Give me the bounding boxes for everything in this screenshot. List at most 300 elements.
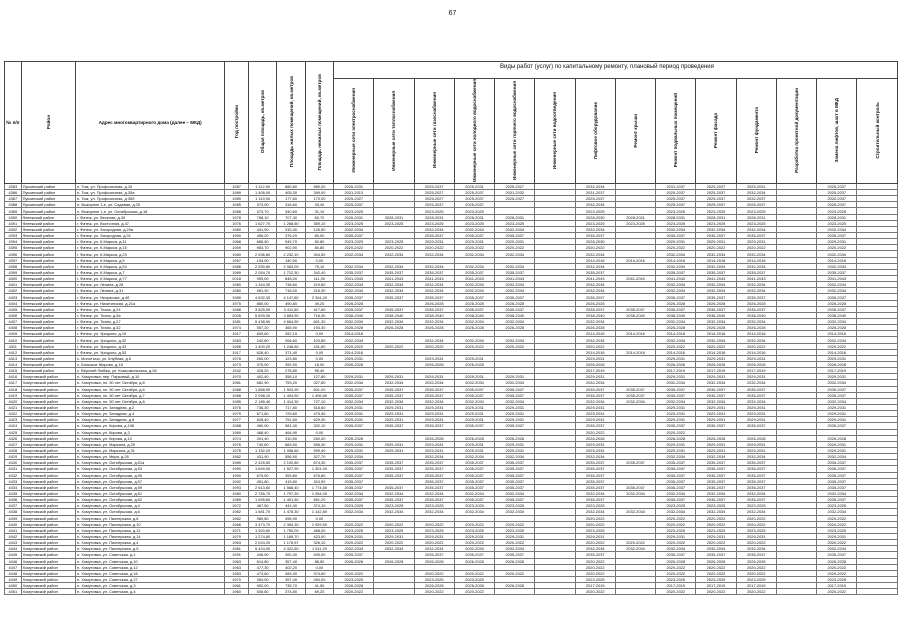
cell-work-period: 2014-2016 xyxy=(615,257,655,263)
cell-work-period: 2020-2022 xyxy=(656,564,696,570)
cell-work-period: 2020-2022 xyxy=(817,540,857,546)
cell-work-period: 2025-2031 xyxy=(736,183,776,189)
cell-work-period: 2020-2022 xyxy=(736,589,776,595)
cell-work-period: 2029-2031 xyxy=(656,417,696,423)
cell-work-period: 2020-2022 xyxy=(656,540,696,546)
cell-address: с. Верхний Любаж, ул. Комсомольская, д.28 xyxy=(76,368,225,374)
cell-work-period: 2035-2037 xyxy=(817,497,857,503)
cell-work-period: 2025-2037 xyxy=(454,196,494,202)
cell-work-period: 2029-2031 xyxy=(454,411,494,417)
cell-work-period: 2038-2040 xyxy=(454,312,494,318)
cell-address: п. Хомутовка, ул. Кирова, д.10 xyxy=(76,435,225,441)
cell-work-period: 2035-2037 xyxy=(454,386,494,392)
cell-work-period: 2029-2031 xyxy=(696,404,736,410)
cell-work-period: 2029-2031 xyxy=(575,417,615,423)
cell-work-period: 2032-2034 xyxy=(454,251,494,257)
cell-district: Фатежский район xyxy=(21,257,75,263)
cell-year: 1963 xyxy=(225,564,249,570)
cell-area-nonliving: 342,40 xyxy=(305,269,333,275)
cell-work-period: 2028-2031 xyxy=(696,214,736,220)
cell-work-period: 2020-2022 xyxy=(656,589,696,595)
cell-address: п. Хомутовка, пер. Парковый, д.10 xyxy=(76,374,225,380)
cell-area-living: 1 268,60 xyxy=(277,220,305,226)
cell-work-period: 2032-2034 xyxy=(575,226,615,232)
cell-work-period: 2025-2037 xyxy=(414,202,454,208)
cell-year: 1989 xyxy=(225,196,249,202)
cell-area-nonliving: 468,00 xyxy=(305,527,333,533)
cell-year: 2018 xyxy=(225,276,249,282)
cell-work-period: 2035-2037 xyxy=(696,233,736,239)
cell-work-period: 2020-2022 xyxy=(454,589,494,595)
cell-work-period: 2023-2025 xyxy=(696,503,736,509)
header-work-2: Инженерные сети газоснабжения xyxy=(414,79,454,184)
table-row xyxy=(5,589,898,595)
cell-year: 1981 xyxy=(225,319,249,325)
cell-area-total: 1 344,30 xyxy=(248,282,276,288)
cell-work-period: 2026-2028 xyxy=(334,435,374,441)
cell-district: Фатежский район xyxy=(21,362,75,368)
cell-address: п. Хомутовка, ул. Советская, д.1 xyxy=(76,552,225,558)
cell-work-period: 2041-2043 xyxy=(696,276,736,282)
cell-work-period: 2020-2022 xyxy=(817,515,857,521)
cell-work-period: 2032-2034 xyxy=(374,251,414,257)
cell-work-period: 2032-2034 xyxy=(656,454,696,460)
cell-work-period: 2038-2040 xyxy=(656,312,696,318)
cell-work-period: 2026-2028 xyxy=(495,583,535,589)
cell-work-period: 2029-2031 xyxy=(696,239,736,245)
cell-area-total: 441,90 xyxy=(248,226,276,232)
cell-work-period: 2035-2037 xyxy=(334,552,374,558)
cell-work-period: 2026-2028 xyxy=(575,362,615,368)
cell-district: Фатежский район xyxy=(21,239,75,245)
cell-work-period: 2035-2037 xyxy=(454,460,494,466)
cell-work-period: 2035-2037 xyxy=(334,497,374,503)
cell-work-period: 2026-2028 xyxy=(656,300,696,306)
cell-work-period: 2035-2037 xyxy=(817,233,857,239)
cell-area-total: 473,60 xyxy=(248,570,276,576)
cell-work-period: 2020-2022 xyxy=(656,343,696,349)
cell-area-living: 392,90 xyxy=(277,362,305,368)
cell-work-period: 2035-2037 xyxy=(414,392,454,398)
cell-work-period: 2031-2013 xyxy=(334,190,374,196)
cell-area-nonliving: 170,00 xyxy=(305,196,333,202)
cell-work-period: 2023-2025 xyxy=(575,527,615,533)
cell-area-living: 1 712,30 xyxy=(277,269,305,275)
cell-work-period: 2035-2037 xyxy=(454,294,494,300)
header-work-1: Инженерные сети теплоснабжения xyxy=(374,79,414,184)
cell-num: 4405 xyxy=(5,306,22,312)
cell-work-period: 2014-2016 xyxy=(656,349,696,355)
cell-work-period: 2025-2037 xyxy=(656,196,696,202)
cell-work-period: 2020-2022 xyxy=(495,521,535,527)
cell-work-period: 2032-2034 xyxy=(495,282,535,288)
cell-work-period: 2029-2031 xyxy=(495,417,535,423)
cell-work-period: 2035-2037 xyxy=(656,552,696,558)
cell-district: Фатежский район xyxy=(21,220,75,226)
cell-area-nonliving: 127,80 xyxy=(305,374,333,380)
cell-work-period: 2023-2025 xyxy=(495,220,535,226)
cell-work-period: 2035-2037 xyxy=(575,233,615,239)
cell-work-period: 2035-2037 xyxy=(575,386,615,392)
cell-work-period: 2032-2034 xyxy=(575,337,615,343)
cell-work-period: 2032-2034 xyxy=(334,546,374,552)
cell-work-period: 2026-2028 xyxy=(656,325,696,331)
cell-year: 1979 xyxy=(225,411,249,417)
cell-work-period: 2032-2034 xyxy=(575,398,615,404)
cell-work-period: 2020-2022 xyxy=(374,343,414,349)
cell-address: п. Хомутовка, пл. 50 лет Октября, д.7 xyxy=(76,392,225,398)
cell-work-period: 2029-2031 xyxy=(374,447,414,453)
cell-area-living: 707,30 xyxy=(277,214,305,220)
cell-work-period: 2029-2031 xyxy=(454,374,494,380)
cell-work-period: 2032-2034 xyxy=(696,490,736,496)
cell-area-living: 581,40 xyxy=(277,423,305,429)
cell-work-period: 2017-2019 xyxy=(656,368,696,374)
cell-work-period: 2035-2037 xyxy=(736,233,776,239)
cell-district: Хомутовский район xyxy=(21,589,75,595)
cell-work-period: 2023-2025 xyxy=(454,576,494,582)
cell-district: Хомутовский район xyxy=(21,527,75,533)
cell-year: 1971 xyxy=(225,527,249,533)
cell-num: 4451 xyxy=(5,589,22,595)
cell-work-period: 2032-2034 xyxy=(656,380,696,386)
cell-district: Хомутовский район xyxy=(21,583,75,589)
cell-work-period: 2026-2028 xyxy=(495,325,535,331)
cell-district: Фатежский район xyxy=(21,226,75,232)
cell-district: Фатежский район xyxy=(21,276,75,282)
cell-num: 4420 xyxy=(5,398,22,404)
cell-work-period: 2032-2034 xyxy=(334,226,374,232)
cell-area-living: 177,60 xyxy=(277,196,305,202)
cell-work-period: 2032-2034 xyxy=(696,398,736,404)
cell-work-period: 2023-2025 xyxy=(696,220,736,226)
cell-year: 1963 xyxy=(225,558,249,564)
cell-work-period: 2023-2025 xyxy=(414,208,454,214)
cell-area-nonliving: 475,30 xyxy=(305,411,333,417)
cell-area-total: 460,00 xyxy=(248,423,276,429)
cell-work-period: 2025-2037 xyxy=(696,190,736,196)
cell-work-period: 2029-2031 xyxy=(495,533,535,539)
cell-work-period: 2017-2019 xyxy=(656,583,696,589)
cell-district: Фатежский район xyxy=(21,331,75,337)
cell-year: 1989 xyxy=(225,497,249,503)
cell-work-period: 2028-2031 xyxy=(454,214,494,220)
cell-num: 4392 xyxy=(5,226,22,232)
cell-area-living: 1 176,57 xyxy=(277,540,305,546)
cell-work-period: 2032-2034 xyxy=(414,490,454,496)
cell-work-period: 2035-2037 xyxy=(374,386,414,392)
cell-work-period: 2038-2040 xyxy=(736,312,776,318)
cell-work-period: 2029-2031 xyxy=(374,533,414,539)
cell-work-period: 2025-2037 xyxy=(334,202,374,208)
cell-work-period: 2032-2034 xyxy=(736,380,776,386)
cell-work-period: 2029-2031 xyxy=(414,239,454,245)
cell-work-period: 2026-2028 xyxy=(414,558,454,564)
cell-work-period: 2029-2031 xyxy=(454,404,494,410)
cell-work-period: 2032-2034 xyxy=(615,546,655,552)
cell-work-period: 2029-2031 xyxy=(817,355,857,361)
cell-district: Хомутовский район xyxy=(21,435,75,441)
cell-work-period: 2035-2037 xyxy=(736,306,776,312)
cell-work-period: 2020-2022 xyxy=(454,540,494,546)
cell-work-period: 2020-2022 xyxy=(817,570,857,576)
cell-year: 1973 xyxy=(225,362,249,368)
cell-num: 4449 xyxy=(5,576,22,582)
cell-year: 1976 xyxy=(225,404,249,410)
cell-work-period: 2035-2037 xyxy=(656,466,696,472)
cell-area-living: 3 411,50 xyxy=(277,306,305,312)
header-year: Год постройки xyxy=(225,62,249,184)
cell-area-total: 682,90 xyxy=(248,380,276,386)
cell-work-period: 2035-2037 xyxy=(495,497,535,503)
cell-work-period: 2029-2031 xyxy=(696,447,736,453)
cell-district: Хомутовский район xyxy=(21,380,75,386)
cell-work-period: 2032-2034 xyxy=(656,490,696,496)
cell-work-period: 2014-2016 xyxy=(817,349,857,355)
cell-work-period: 2035-2037 xyxy=(454,392,494,398)
cell-area-living: 310,50 xyxy=(277,435,305,441)
cell-year: 1982 xyxy=(225,509,249,515)
cell-address: г. Фатеж, ул. Тихая, д.5а xyxy=(76,312,225,318)
cell-work-period: 2020-2022 xyxy=(736,515,776,521)
cell-work-period: 2032-2034 xyxy=(656,319,696,325)
cell-area-total: 451,80 xyxy=(248,478,276,484)
cell-work-period: 2014-2016 xyxy=(817,257,857,263)
cell-work-period: 2032-2037 xyxy=(736,196,776,202)
cell-area-nonliving: 327,80 xyxy=(305,380,333,386)
cell-address: п. Хомутовка, ул. Советская, д.12 xyxy=(76,564,225,570)
cell-work-period: 2029-2031 xyxy=(454,447,494,453)
cell-num: 4391 xyxy=(5,220,22,226)
cell-area-total: 2 765,70 xyxy=(248,490,276,496)
cell-work-period: 2025-2037 xyxy=(817,190,857,196)
cell-work-period: 2035-2037 xyxy=(495,472,535,478)
cell-year: 1960 xyxy=(225,251,249,257)
cell-district: Хомутовский район xyxy=(21,404,75,410)
cell-address: п. Хомутовка, ул. Советская, д.3 xyxy=(76,583,225,589)
cell-work-period: 2029-2031 xyxy=(575,441,615,447)
cell-work-period: 2032-2034 xyxy=(334,454,374,460)
cell-work-period: 2032-2034 xyxy=(414,288,454,294)
cell-work-period: 2017-2019 xyxy=(736,368,776,374)
cell-work-period: 2023-2025 xyxy=(656,220,696,226)
cell-work-period: 2023-2025 xyxy=(656,208,696,214)
cell-area-nonliving: 215,30 xyxy=(305,288,333,294)
cell-year: 1974 xyxy=(225,325,249,331)
cell-work-period: 2028-2031 xyxy=(495,214,535,220)
cell-work-period: 2020-2022 xyxy=(736,245,776,251)
cell-work-period: 2020-2022 xyxy=(374,540,414,546)
cell-work-period: 2032-2034 xyxy=(414,319,454,325)
cell-num: 4407 xyxy=(5,319,22,325)
cell-work-period: 2020-2022 xyxy=(696,515,736,521)
cell-work-period: 2032-2034 xyxy=(414,546,454,552)
cell-work-period: 2020-2022 xyxy=(454,245,494,251)
cell-area-total: 402,40 xyxy=(248,374,276,380)
cell-work-period: 2035-2037 xyxy=(575,478,615,484)
cell-work-period: 2038-2040 xyxy=(374,312,414,318)
cell-work-period: 2026-2028 xyxy=(656,435,696,441)
cell-area-total: 1 681,70 xyxy=(248,509,276,515)
cell-work-period: 2020-2022 xyxy=(495,343,535,349)
cell-work-period: 2029-2031 xyxy=(736,404,776,410)
cell-area-total: 467,50 xyxy=(248,503,276,509)
cell-area-total: 391,40 xyxy=(248,435,276,441)
cell-address: п. Тиж, ул. Профсоюзная, д.35а xyxy=(76,190,225,196)
cell-work-period: 2029-2031 xyxy=(736,447,776,453)
cell-work-period: 2020-2022 xyxy=(696,564,736,570)
cell-work-period: 2026-2028 xyxy=(736,558,776,564)
cell-area-living: 358,10 xyxy=(277,374,305,380)
cell-area-nonliving: 599,40 xyxy=(305,447,333,453)
cell-work-period: 2026-2028 xyxy=(817,300,857,306)
cell-area-total: 981,30 xyxy=(248,288,276,294)
cell-work-period: 2029-2031 xyxy=(414,417,454,423)
cell-num: 4395 xyxy=(5,245,22,251)
cell-num: 4426 xyxy=(5,435,22,441)
cell-work-period: 2020-2022 xyxy=(334,540,374,546)
cell-num: 4439 xyxy=(5,515,22,521)
cell-work-period: 2032-2034 xyxy=(817,288,857,294)
cell-area-total: 468,40 xyxy=(248,429,276,435)
cell-num: 4418 xyxy=(5,386,22,392)
cell-year: 1980 xyxy=(225,288,249,294)
cell-work-period: 2035-2037 xyxy=(736,552,776,558)
cell-work-period: 2035-2037 xyxy=(656,472,696,478)
cell-work-period: 2032-2034 xyxy=(414,282,454,288)
cell-work-period: 2035-2037 xyxy=(454,269,494,275)
cell-work-period: 2035-2037 xyxy=(817,392,857,398)
cell-num: 4424 xyxy=(5,423,22,429)
cell-work-period: 2038-2040 xyxy=(414,312,454,318)
cell-area-living: 1 503,90 xyxy=(277,386,305,392)
cell-work-period: 2014-2016 xyxy=(736,349,776,355)
cell-work-period: 2035-2037 xyxy=(615,484,655,490)
cell-work-period: 2020-2022 xyxy=(575,558,615,564)
cell-work-period: 2035-2037 xyxy=(656,233,696,239)
cell-address: г. Фатеж, ул. Никитинская, д.21а xyxy=(76,300,225,306)
cell-address: п. Хомутовка, ул. Пионерская, д.8 xyxy=(76,515,225,521)
cell-area-living: 549,70 xyxy=(277,239,305,245)
cell-work-period: 2035-2037 xyxy=(374,392,414,398)
cell-work-period: 2029-2031 xyxy=(696,533,736,539)
cell-work-period: 2032-2034 xyxy=(414,251,454,257)
cell-area-living: 751,60 xyxy=(277,417,305,423)
cell-work-period: 2035-2037 xyxy=(495,386,535,392)
cell-area-total: 2 024,20 xyxy=(248,540,276,546)
cell-district: Хомутовский район xyxy=(21,466,75,472)
cell-work-period: 2026-2028 xyxy=(334,325,374,331)
cell-area-living: 753,20 xyxy=(277,380,305,386)
cell-area-living: 206,60 xyxy=(277,337,305,343)
cell-work-period: 2032-2034 xyxy=(495,226,535,232)
cell-work-period: 2035-2037 xyxy=(736,472,776,478)
cell-area-total: 260,00 xyxy=(248,355,276,361)
cell-address: п. Тиж, ул. Профсоюзная, д.35б xyxy=(76,196,225,202)
cell-work-period: 2020-2022 xyxy=(736,564,776,570)
cell-work-period: 2032-2034 xyxy=(656,263,696,269)
cell-work-period: 2035-2037 xyxy=(615,306,655,312)
cell-year: 1986 xyxy=(225,263,249,269)
cell-work-period: 2025-2037 xyxy=(736,202,776,208)
cell-work-period: 2035-2037 xyxy=(817,552,857,558)
cell-num: 4401 xyxy=(5,282,22,288)
cell-area-living: 490,80 xyxy=(277,300,305,306)
cell-work-period: 2023-2025 xyxy=(817,220,857,226)
cell-work-period: 2035-2037 xyxy=(656,460,696,466)
cell-address: п. Хомутовка, ул. Марьяна, д.31 xyxy=(76,447,225,453)
header-work-10: Ремонт фундамента xyxy=(736,79,776,184)
cell-area-nonliving: 0,00 xyxy=(305,349,333,355)
cell-area-nonliving: 80,00 xyxy=(305,233,333,239)
cell-num: 4429 xyxy=(5,454,22,460)
cell-district: Фатежский район xyxy=(21,300,75,306)
cell-num: 4427 xyxy=(5,441,22,447)
cell-year: 1985 xyxy=(225,398,249,404)
cell-work-period: 2026-2028 xyxy=(575,325,615,331)
cell-work-period: 2032-2034 xyxy=(454,490,494,496)
cell-address: г. Фатеж, ул. К.Маркса, д.15 xyxy=(76,245,225,251)
cell-work-period: 2025-2037 xyxy=(696,196,736,202)
cell-year: 1975 xyxy=(225,300,249,306)
cell-area-nonliving: 284,00 xyxy=(305,576,333,582)
cell-work-period: 2035-2037 xyxy=(374,466,414,472)
cell-work-period: 2032-2034 xyxy=(817,263,857,269)
cell-work-period: 2032-2034 xyxy=(656,546,696,552)
cell-district: Хомутовский район xyxy=(21,497,75,503)
cell-area-nonliving: 103,80 xyxy=(305,337,333,343)
cell-num: 4417 xyxy=(5,380,22,386)
cell-district: Хомутовский район xyxy=(21,533,75,539)
cell-work-period: 2029-2031 xyxy=(334,374,374,380)
cell-num: 4421 xyxy=(5,404,22,410)
cell-work-period: 2032-2034 xyxy=(495,251,535,257)
cell-work-period: 2035-2037 xyxy=(454,472,494,478)
cell-num: 4423 xyxy=(5,417,22,423)
cell-year: 1977 xyxy=(225,417,249,423)
cell-work-period: 2023-2025 xyxy=(656,527,696,533)
cell-num: 4442 xyxy=(5,533,22,539)
cell-area-nonliving: 718,30 xyxy=(305,312,333,318)
cell-area-total: 2 536,60 xyxy=(248,251,276,257)
cell-area-total: 1 858,50 xyxy=(248,386,276,392)
cell-area-total: 1 406,00 xyxy=(248,190,276,196)
cell-address: п. Хомутовка, ул. Пионерская, д.12 xyxy=(76,527,225,533)
cell-district: Фатежский район xyxy=(21,294,75,300)
cell-area-living: 459,30 xyxy=(277,570,305,576)
cell-num: 4400 xyxy=(5,276,22,282)
cell-work-period: 2035-2037 xyxy=(736,423,776,429)
cell-work-period: 2020-2022 xyxy=(575,343,615,349)
cell-work-period: 2035-2037 xyxy=(575,552,615,558)
cell-work-period: 2029-2031 xyxy=(374,404,414,410)
cell-area-nonliving: 0,00 xyxy=(305,331,333,337)
cell-address: п. Хомутовка, пл. 50 лет Октября, д.6 xyxy=(76,386,225,392)
cell-work-period: 2035-2037 xyxy=(334,233,374,239)
cell-area-living: 262,15 xyxy=(277,331,305,337)
cell-work-period: 2035-2037 xyxy=(414,306,454,312)
cell-work-period: 2014-2016 xyxy=(696,257,736,263)
cell-work-period: 2023-2025 xyxy=(575,576,615,582)
cell-area-total: 740,60 xyxy=(248,441,276,447)
cell-work-period: 2014-2016 xyxy=(615,331,655,337)
cell-district: Хомутовский район xyxy=(21,546,75,552)
table-body xyxy=(5,183,898,594)
cell-work-period: 2035-2037 xyxy=(736,484,776,490)
cell-year: 1957 xyxy=(225,257,249,263)
cell-year: 1963 xyxy=(225,540,249,546)
cell-work-period: 2032-2034 xyxy=(736,509,776,515)
